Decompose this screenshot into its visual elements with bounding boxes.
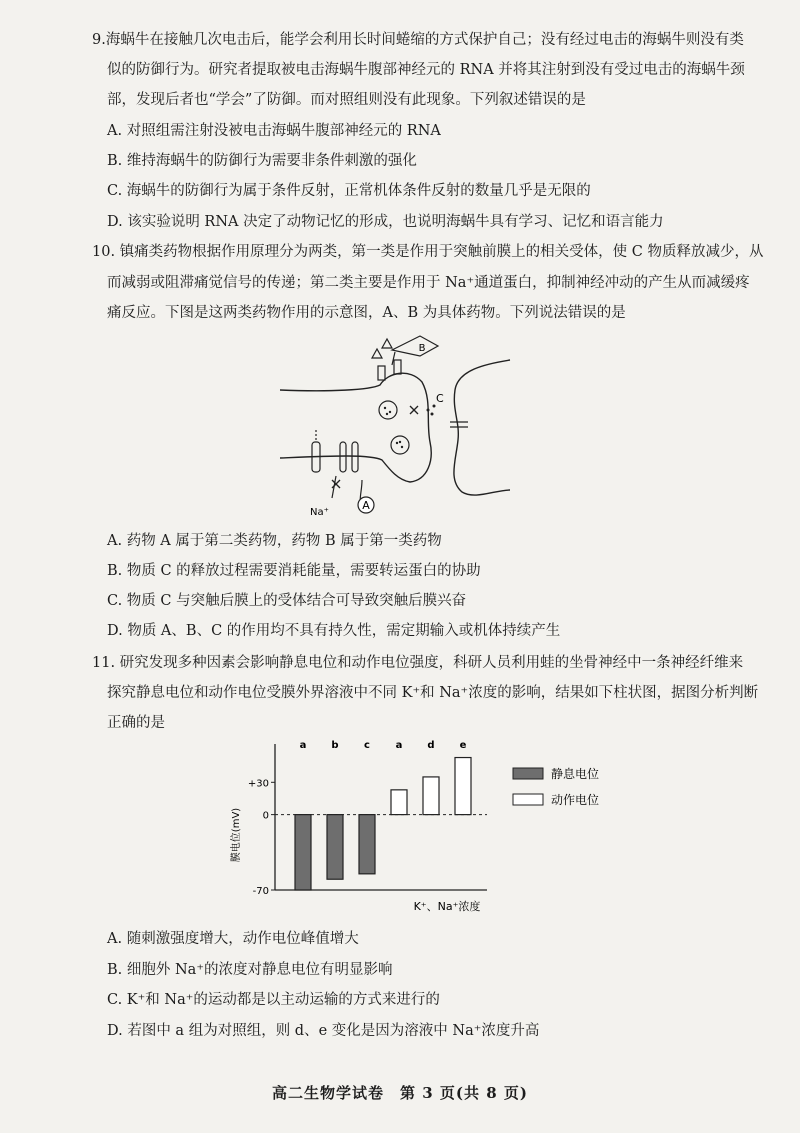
bar <box>423 777 439 815</box>
q11-stem-line-2: 探究静息电位和动作电位受膜外界溶液中不同 K⁺和 Na⁺浓度的影响，结果如下柱状图，据图分析判断 <box>107 685 759 701</box>
q10-stem-line-2: 而减弱或阻滞痛觉信号的传递；第二类主要是作用于 Na⁺通道蛋白，抑制神经冲动的产生从而减缓疼 <box>107 275 750 291</box>
label-drug-b: B <box>418 343 426 354</box>
q9-option-c: C. 海蜗牛的防御行为属于条件反射，正常机体条件反射的数量几乎是无限的 <box>107 183 591 199</box>
bar <box>359 815 375 874</box>
q10-option-b: B. 物质 C 的释放过程需要消耗能量，需要转运蛋白的协助 <box>107 563 481 579</box>
category-label: a <box>299 740 307 751</box>
label-substance-c: C <box>436 392 444 405</box>
y-axis-label: 膜电位(mV) <box>231 807 242 863</box>
q9-stem-line-3: 部，发现后者也“学会”了防御。而对照组则没有此现象。下列叙述错误的是 <box>107 92 586 108</box>
q9-option-a: A. 对照组需注射没被电击海蜗牛腹部神经元的 RNA <box>107 123 441 139</box>
label-drug-a: A <box>362 499 370 512</box>
q9-stem-line-1: 9.海蜗牛在接触几次电击后，能学会利用长时间蜷缩的方式保护自己；没有经过电击的海蜗牛则没有类 <box>92 32 744 48</box>
x-axis-label: K⁺、Na⁺浓度 <box>413 900 481 913</box>
q10-option-c: C. 物质 C 与突触后膜上的受体结合可导致突触后膜兴奋 <box>107 593 467 609</box>
category-label: a <box>395 740 403 751</box>
legend-label: 静息电位 <box>551 767 600 781</box>
category-label: b <box>331 740 339 751</box>
na-channel <box>340 442 346 472</box>
bar <box>295 815 311 890</box>
bar <box>455 758 471 815</box>
category-label: e <box>459 740 467 751</box>
q11-option-d: D. 若图中 a 组为对照组，则 d、e 变化是因为溶液中 Na⁺浓度升高 <box>107 1023 540 1039</box>
q11-stem-line-3: 正确的是 <box>107 715 165 731</box>
vesicle <box>379 401 397 419</box>
bar <box>391 790 407 815</box>
legend-label: 动作电位 <box>551 793 600 807</box>
membrane-potential-chart <box>225 740 655 918</box>
legend-swatch <box>513 794 543 805</box>
category-label: c <box>364 740 370 751</box>
synapse-diagram <box>270 330 520 520</box>
q11-option-c: C. K⁺和 Na⁺的运动都是以主动运输的方式来进行的 <box>107 992 440 1008</box>
y-tick-label: +30 <box>247 778 269 790</box>
page-footer: 高二生物学试卷 第 3 页(共 8 页) <box>272 1084 528 1102</box>
q11-stem-line-1: 11. 研究发现多种因素会影响静息电位和动作电位强度，科研人员利用蛙的坐骨神经中一条神经纤维来 <box>92 655 744 671</box>
category-label: d <box>427 740 435 751</box>
q9-stem-line-2: 似的防御行为。研究者提取被电击海蜗牛腹部神经元的 RNA 并将其注射到没有受过电击的海蜗牛颈 <box>107 62 745 78</box>
q9-option-d: D. 该实验说明 RNA 决定了动物记忆的形成，也说明海蜗牛具有学习、记忆和语言能力 <box>107 214 664 230</box>
q10-stem-line-3: 痛反应。下图是这两类药物作用的示意图，A、B 为具体药物。下列说法错误的是 <box>107 305 626 321</box>
na-channel <box>352 442 358 472</box>
bar <box>327 815 343 880</box>
q11-option-b: B. 细胞外 Na⁺的浓度对静息电位有明显影响 <box>107 962 393 978</box>
vesicle <box>391 436 409 454</box>
y-tick-label: 0 <box>262 810 269 822</box>
legend-swatch <box>513 768 543 779</box>
y-tick-label: -70 <box>252 886 269 897</box>
q10-option-d: D. 物质 A、B、C 的作用均不具有持久性，需定期输入或机体持续产生 <box>107 623 561 639</box>
presynaptic-receptor <box>378 366 385 380</box>
q10-option-a: A. 药物 A 属于第二类药物，药物 B 属于第一类药物 <box>107 533 442 549</box>
label-na-ion: Na⁺ <box>310 507 329 518</box>
presynaptic-membrane <box>280 373 431 482</box>
drug-b-shape <box>392 336 438 356</box>
q11-option-a: A. 随刺激强度增大，动作电位峰值增大 <box>107 931 359 947</box>
q10-stem-line-1: 10. 镇痛类药物根据作用原理分为两类，第一类是作用于突触前膜上的相关受体，使 C 物质释放减少，从 <box>92 244 764 260</box>
q9-option-b: B. 维持海蜗牛的防御行为需要非条件刺激的强化 <box>107 153 417 169</box>
